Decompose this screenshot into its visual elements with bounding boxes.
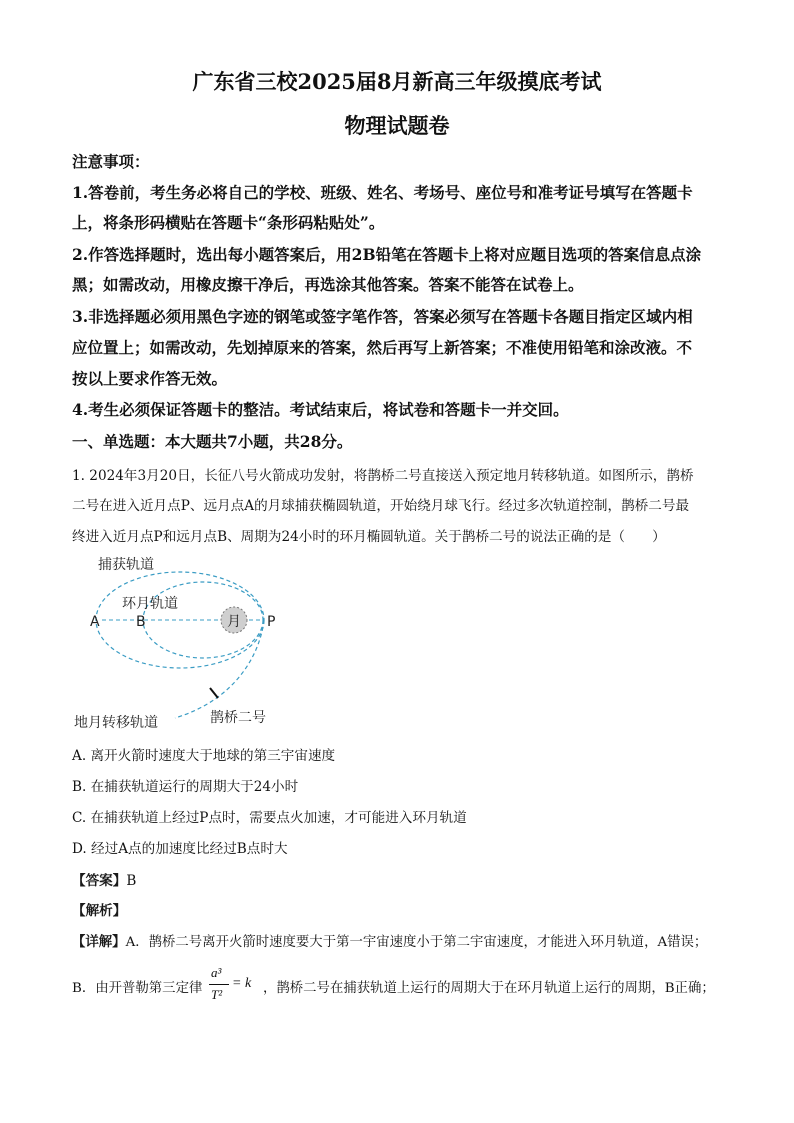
point-p-label: P: [267, 614, 276, 630]
orbit-diagram: [60, 550, 320, 735]
detail-b-suffix: ，鹊桥二号在捕获轨道上运行的周期大于在环月轨道上运行的周期，B正确；: [263, 981, 715, 996]
notice-line: 按以上要求作答无效。: [72, 369, 228, 388]
capture-orbit-label: 捕获轨道: [98, 557, 154, 573]
detail-a: [72, 931, 707, 950]
notice-line: 1.答卷前，考生务必将自己的学校、班级、姓名、考场号、座位号和准考证号填写在答题卡: [72, 183, 693, 202]
answer-tag: 【答案】: [72, 873, 127, 889]
transfer-orbit-label: 地月转移轨道: [74, 715, 158, 731]
notice-line: 上，将条形码横贴在答题卡“条形码粘贴处”。: [72, 213, 385, 232]
detail-b-prefix: B．由开普勒第三定律: [72, 981, 203, 996]
option-c: C. 在捕获轨道上经过P点时，需要点火加速，才可能进入环月轨道: [72, 810, 467, 826]
moon-label: 月: [227, 614, 241, 630]
option-b: B. 在捕获轨道运行的周期大于24小时: [72, 779, 299, 795]
formula-equals: = k: [232, 976, 252, 991]
formula-numerator: a³: [211, 965, 222, 980]
detail-a-text: A．鹊桥二号离开火箭时速度要大于第一宇宙速度小于第二宇宙速度，才能进入环月轨道，A错误；: [125, 935, 708, 950]
question-text: 1. 2024年3月20日，长征八号火箭成功发射，将鹊桥二号直接送入预定地月转移轨道。如图所示，鹊桥: [72, 468, 694, 484]
analysis-label: 【解析】: [72, 903, 127, 919]
answer-value: B: [126, 873, 137, 889]
point-a-label: A: [90, 614, 100, 630]
notice-line: 3.非选择题必须用黑色字迹的钢笔或签字笔作答，答案必须写在答题卡各题目指定区域内相: [72, 307, 693, 326]
section-heading: 一、单选题：本大题共7小题，共28分。: [72, 432, 353, 451]
exam-subtitle: 物理试题卷: [344, 113, 450, 138]
question-text: 终进入近月点P和远月点B、周期为24小时的环月椭圆轨道。关于鹊桥二号的说法正确的是（ ）: [72, 529, 666, 545]
question-text: 二号在进入近月点P、远月点A的月球捕获椭圆轨道，开始绕月球飞行。经过多次轨道控制，鹊桥二号最: [72, 498, 690, 514]
detail-tag: 【详解】: [72, 934, 126, 950]
exam-title: 广东省三校2025届8月新高三年级摸底考试: [192, 69, 602, 94]
answer-line: [72, 869, 136, 889]
satellite-label: 鹊桥二号: [210, 710, 266, 726]
formula-denominator: T²: [211, 987, 223, 1002]
formula-bar: [209, 984, 229, 985]
lunar-orbit-label: 环月轨道: [122, 596, 178, 612]
option-a: A. 离开火箭时速度大于地球的第三宇宙速度: [72, 748, 336, 764]
notice-line: 4.考生必须保证答题卡的整洁。考试结束后，将试卷和答题卡一并交回。: [72, 400, 569, 419]
point-b-label: B: [136, 614, 146, 630]
notice-heading: 注意事项：: [72, 152, 150, 171]
notice-line: 应位置上；如需改动，先划掉原来的答案，然后再写上新答案；不准使用铅笔和涂改液。不: [72, 338, 693, 357]
notice-line: 黑；如需改动，用橡皮擦干净后，再选涂其他答案。答案不能答在试卷上。: [72, 275, 584, 294]
option-d: D. 经过A点的加速度比经过B点时大: [72, 841, 288, 857]
transfer-orbit: [175, 620, 264, 718]
notice-line: 2.作答选择题时，选出每小题答案后，用2B铅笔在答题卡上将对应题目选项的答案信息点涂: [72, 245, 702, 264]
analysis-tag: [72, 899, 126, 919]
satellite-icon: [210, 688, 218, 698]
